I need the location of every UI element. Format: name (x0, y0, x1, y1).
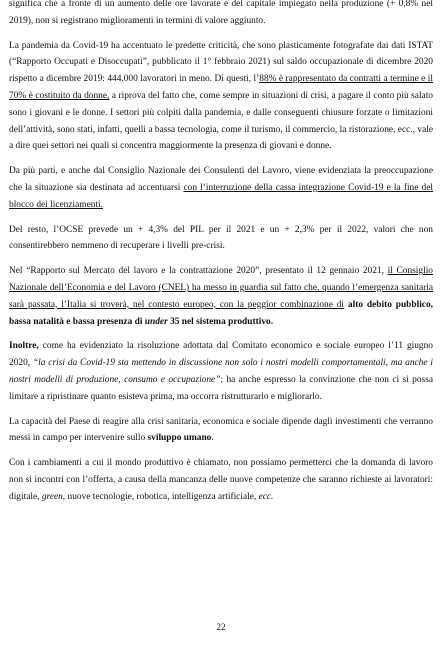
paragraph-cnel (9, 263, 433, 330)
paragraph-cnlc (9, 163, 433, 213)
paragraph-text: significa che a fronte di un aumento delle ore lavorate e del capitale impiegato nella produzione (+ 0,8% nel 2019), non si registrano miglioramenti in termini di valore aggiunto. (9, 0, 433, 26)
page-number: 22 (216, 623, 226, 633)
underlined-text: il Consiglio Nazionale dell’Economia e del Lavoro (CNEL) ha messo in guardia sul fatto che, quando l’emergenza sanitaria sarà passata, l’Italia si troverà, nel contesto europeo, con la peggior combinazione di (9, 266, 433, 310)
paragraph-text: Nel “Rapporto sul Mercato del lavoro e la contrattazione 2020”, presentato il 12 gennaio 2021, (9, 266, 388, 277)
paragraph-text: La capacità del Paese di reagire alla crisi sanitaria, economica e sociale dipende dagli investimenti che verranno messi in campo per intervenire sullo (9, 416, 433, 444)
italic-text: ecc. (258, 491, 274, 502)
paragraph-text: come ha evidenziato la risoluzione adottata dal Comitato economico e sociale europeo l’11 giugno 2020, (9, 341, 433, 369)
paragraph-comitato (9, 338, 433, 405)
bold-text: Inoltre, (9, 341, 39, 352)
paragraph-continuation (9, 0, 433, 30)
paragraph-text: . (211, 433, 214, 444)
underlined-text: con l’interruzione della cassa integrazione Covid-19 e la fine del blocco dei licenziamenti. (9, 182, 433, 210)
paragraph-text: nuove tecnologie, robotica, intelligenza artificiale, (65, 491, 259, 502)
paragraph-pandemia (9, 38, 433, 156)
paragraph-text: La pandemia da Covid-19 ha accentuato le predette criticità, che sono plasticamente fotografate dai dati ISTAT (“Rapporto Occupati e Disoccupati”, pubblicato il 1° febbraio 2021) sul saldo occupazionale di dicembre 2020 rispetto a dicembre 2019: 444.000 lavoratori in meno. Di questi, l’ (9, 40, 433, 85)
paragraph-text: a riprova del fatto che, come sempre in situazioni di crisi, a pagare il conto più salato sono i giovani e le donne. I settori più colpiti dalla pandemia, e dalle conseguenti chiusure forzate o limitazioni dell’attività, sono stati, infatti, quelli a bassa tecnologia, come il turismo, il commercio, la ristorazione, ecc., vale a dire quei settori nei quali si concentra maggiormente la presenza di giovani e donne. (9, 90, 433, 152)
bold-text: sviluppo umano (147, 433, 212, 444)
italic-quote: “la crisi da Covid-19 sta mettendo in discussione non solo i nostri modelli comportamentali, ma anche i nostri modelli di produzione, consumo e occupazione” (9, 358, 434, 385)
bold-italic-text: under (144, 316, 168, 327)
paragraph-text: Del resto, l’OCSE prevede un + 4,3% del PIL per il 2021 e un + 2,3% per il 2022, valori che non consentirebbero nemmeno di recuperare i livelli pre-crisi. (9, 224, 433, 252)
paragraph-cambiamenti (9, 455, 433, 505)
paragraph-ocse (9, 222, 433, 256)
paragraph-text: Con i cambiamenti a cui il mondo produttivo è chiamato, non possiamo permetterci che la domanda di lavoro non si incontri con l’offerta, a causa della mancanza delle nuove competenze che saranno richieste ai lavoratori: digitale, (9, 458, 433, 502)
underlined-text: 88% è rappresentato da contratti a termine e il 70% è costituito da donne, (9, 74, 434, 101)
paragraph-capacita (9, 414, 433, 448)
paragraph-text: Da più parti, e anche dal Consiglio Nazionale dei Consulenti del Lavoro, viene evidenziata la preoccupazione che la situazione sia destinata ad accentuarsi (9, 166, 433, 193)
paragraph-text: ; ha anche espresso la convinzione che non ci si possa limitare a ripristinare quanto esisteva prima, ma occorra ristrutturarlo e migliorarlo. (9, 374, 433, 402)
bold-text: alto debito pubblico, bassa natalità e bassa presenza di (9, 299, 433, 327)
bold-text: 35 nel sistema produttivo. (167, 316, 274, 327)
italic-text: green, (41, 491, 66, 502)
